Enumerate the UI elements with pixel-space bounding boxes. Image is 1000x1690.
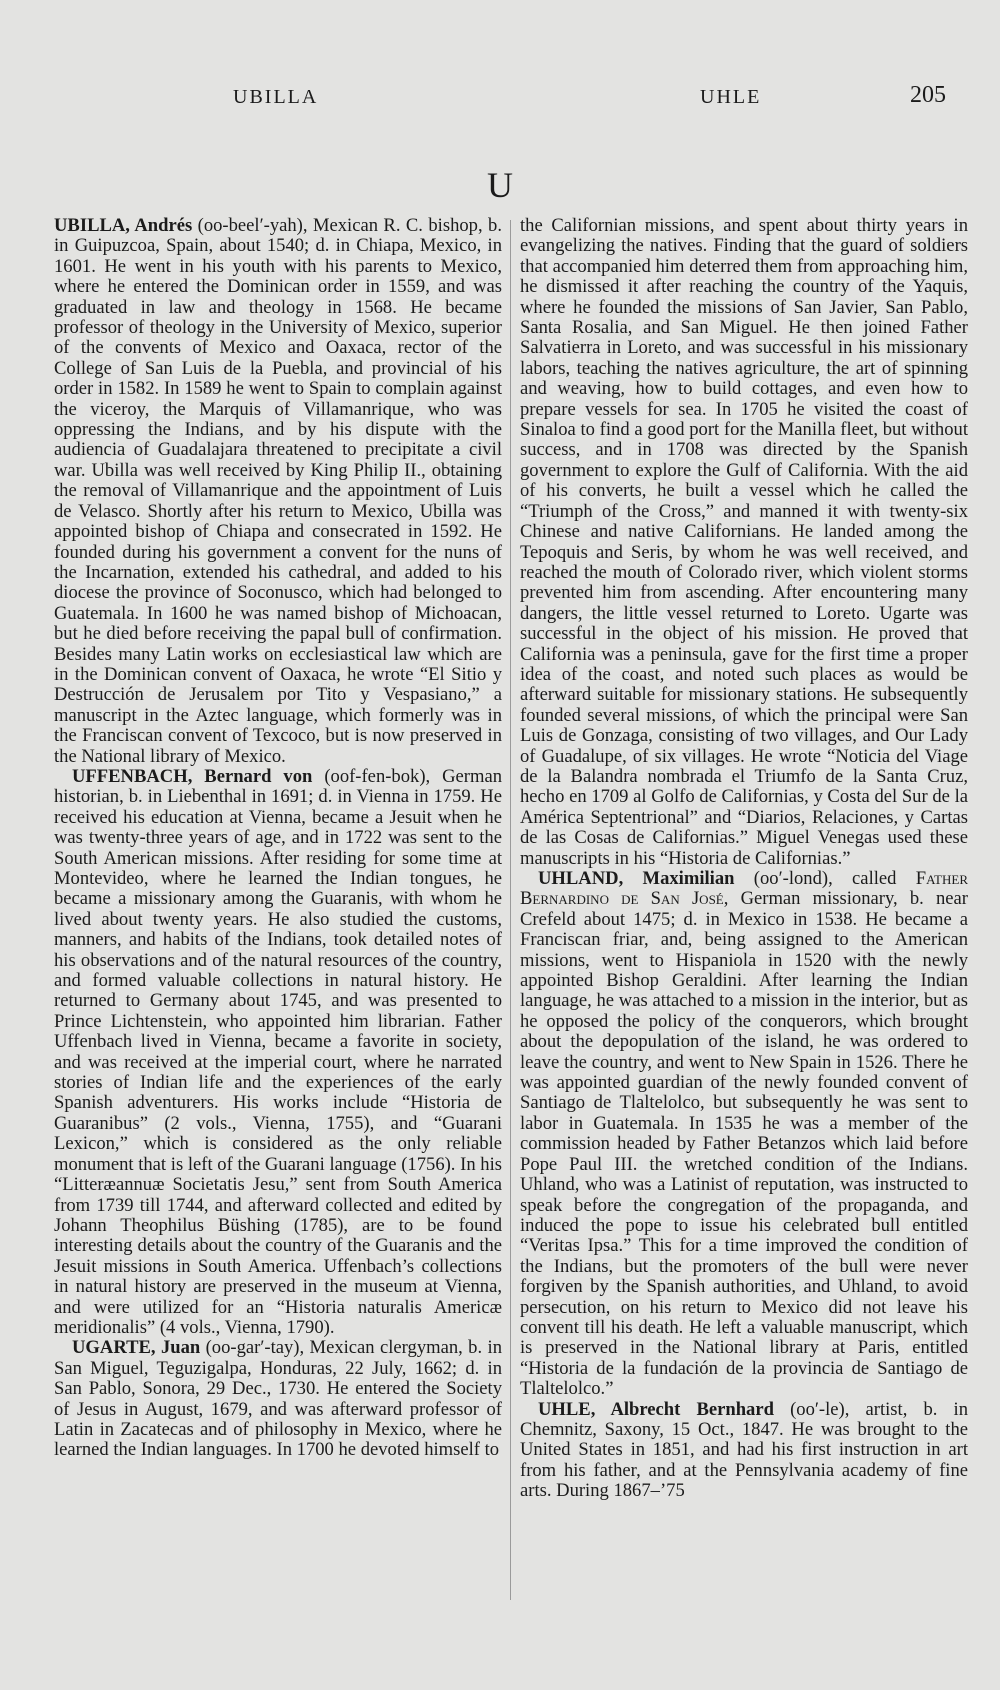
section-letter: U — [487, 165, 513, 205]
entry-text: (oo-beel′-yah), Mexican R. C. bishop, b. in Guipuzcoa, Spain, about 1540; d. in Chiapa, Mexico, in 1601. He went in his youth with his parents to Mexico, where he entered the Dominican order in 1559, and was graduated in law and theology in 1568. He became professor of theology in the University of Mexico, superior of the convents of Mexico and Oaxaca, rector of the College of San Luis de la Puebla, and provincial of his order in 1582. In 1589 he went to Spain to complain against the viceroy, the Marquis of Villamanrique, who was oppressing the Indians, and by his dispute with the audiencia of Guadalajara threatened to precipitate a civil war. Ubilla was well received by King Philip II., obtaining the removal of Villamanrique and the appointment of Luis de Velasco. Shortly after his return to Mexico, Ubilla was appointed bishop of Chiapa and consecrated in 1592. He founded during his government a convent for the nuns of the Incarnation, extended his cathedral, and added to his diocese the province of Soconusco, which had belonged to Guatemala. In 1600 he was named bishop of Michoacan, but he died before receiving the papal bull of confirmation. Besides many Latin works on ecclesiastical law which are in the Dominican convent of Oaxaca, he wrote “El Sitio y Destrucción de Jerusalem por Tito y Vespasiano,” a manuscript in the Aztec language, which formerly was in the Franciscan convent of Texcoco, but is now preserved in the National library of Mexico. — [54, 216, 502, 767]
entry-text: , German missionary, b. near Crefeld about 1475; d. in Mexico in 1538. He became a Franciscan friar, and, being assigned to the American missions, went to Hispaniola in 1520 with the newly appointed Bishop Geraldini. After learning the Indian language, he was attached to a mission in the interior, but as he opposed the policy of the conquerors, which brought about the depopulation of the island, he was ordered to leave the country, and went to New Spain in 1526. There he was appointed guardian of the newly founded convent of Santiago de Tlaltelolco, but subsequently he was sent to labor in Guatemala. In 1535 he was a member of the commission headed by Father Betanzos which laid before Pope Paul III. the wretched condition of the Indians. Uhland, who was a Latinist of reputation, was instructed to speak before the congregation of the propaganda, and induced the pope to issue his celebrated bull entitled “Veritas Ipsa.” This for a time improved the condition of the Indians, but the promoters of the bull were never forgiven by the Spanish authorities, and Uhland, to avoid persecution, on his return to Mexico did not leave his convent till his death. He left a valuable manuscript, which is preserved in the National library at Paris, entitled “Historia de la fundación de la provincia de Santiago de Tlaltelolco.” — [520, 888, 968, 1400]
headword: UFFENBACH, Bernard von — [72, 765, 313, 787]
headword: UGARTE, Juan — [72, 1337, 201, 1359]
running-head-right: UHLE — [700, 86, 762, 108]
headword: UHLE, Albrecht Bernhard — [538, 1398, 774, 1420]
column-divider — [510, 220, 511, 1600]
entry-text: (oof-fen-bok), German historian, b. in Liebenthal in 1691; d. in Vienna in 1759. He received his education at Vienna, became a Jesuit when he was twenty-three years of age, and in 1722 was sent to the South American missions. After residing for some time at Montevideo, where he learned the Indian tongues, he became a missionary among the Guaranis, with whom he lived about twenty years. He also studied the customs, manners, and habits of the Indians, took detailed notes of his observations and of the natural resources of the country, and formed valuable collections in natural history. He returned to Germany about 1745, and was presented to Prince Lichtenstein, who appointed him librarian. Father Uffenbach lived in Vienna, became a favorite in society, and was received at the imperial court, where he narrated stories of Indian life and the experiences of the early Spanish adventurers. His works include “Historia de Guaranibus” (2 vols., Vienna, 1755), and “Guarani Lexicon,” which is considered as the only reliable monument that is left of the Guarani language (1756). In his “Litteræannuæ Societatis Jesu,” sent from South America from 1739 till 1744, and afterward collected and edited by Johann Theophilus Büshing (1785), are to be found interesting details about the country of the Guaranis and the Jesuit missions in South America. Uffenbach’s collections in natural history are preserved in the museum at Vienna, and were utilized for an “Historia naturalis Americæ meridionalis” (4 vols., Vienna, 1790). — [54, 765, 502, 1338]
entry-ugarte-continuation: the Californian missions, and spent about thirty years in evangelizing the natives. Finding that the guard of soldiers that accompanied him deterred them from approaching him, he dismissed it after reaching the country of the Yaquis, where he founded the missions of San Javier, San Pablo, Santa Rosalia, and San Miguel. He then joined Father Salvatierra in Loreto, and was successful in his missionary labors, teaching the natives agriculture, the art of spinning and weaving, how to build cottages, and even how to prepare vessels for sea. In 1705 he visited the coast of Sinaloa to find a good port for the Manilla fleet, but without success, and in 1708 was directed by the Spanish government to explore the Gulf of California. With the aid of his converts, he built a vessel which he called the “Triumph of the Cross,” and manned it with twenty-six Chinese and native Californians. He landed among the Tepoquis and Seris, by whom he was well received, and reached the mouth of Colorado river, which violent storms prevented him from ascending. After encountering many dangers, the little vessel returned to Loreto. Ugarte was successful in the object of his mission. He proved that California was a peninsula, gave for the first time a proper idea of the coast, and noted such places as would be afterward suitable for missionary stations. He subsequently founded several missions, of which the principal were San Luis de Gonzaga, consisting of two villages, and Our Lady of Guadalupe, of six villages. He wrote “Noticia del Viage de la Balandra nombrada el Triumfo de la Santa Cruz, hecho en 1709 al Golfo de Californias, y Costa del Sur de la América Septentrional” and “Diarios, Relaciones, y Cartas de las Cosas de Californias.” Miguel Venegas used these manuscripts in his “Historia de Californias.” — [520, 216, 968, 869]
entry-uhle — [520, 1400, 968, 1502]
left-column — [54, 216, 502, 1606]
entry-ugarte — [54, 1338, 502, 1460]
entry-text-pre: (oo′-lond), called — [734, 868, 916, 889]
entry-uhland — [520, 869, 968, 1400]
page-number: 205 — [910, 82, 946, 108]
running-head — [0, 82, 1000, 122]
entry-ubilla — [54, 216, 502, 767]
headword: UBILLA, Andrés — [54, 216, 193, 236]
entry-text: (oo-gar′-tay), Mexican clergyman, b. in San Miguel, Teguzigalpa, Honduras, 22 July, 1662; d. in San Pablo, Sonora, 29 Dec., 1730. He entered the Society of Jesus in August, 1679, and was afterward professor of Latin in Zacatecas and of philosophy in Mexico, where he learned the Indian languages. In 1700 he devoted himself to — [54, 1337, 502, 1461]
running-head-left: UBILLA — [233, 86, 319, 108]
entry-uffenbach — [54, 767, 502, 1338]
religious-name: Father Bernardino de San José — [520, 868, 968, 910]
headword: UHLAND, Maximilian — [538, 868, 735, 889]
right-column — [520, 216, 968, 1606]
entry-text: (oo′-le), artist, b. in Chemnitz, Saxony, 15 Oct., 1847. He was brought to the United States in 1851, and had his first instruction in art from his father, and at the Pennsylvania academy of fine arts. During 1867–’75 — [520, 1398, 968, 1502]
